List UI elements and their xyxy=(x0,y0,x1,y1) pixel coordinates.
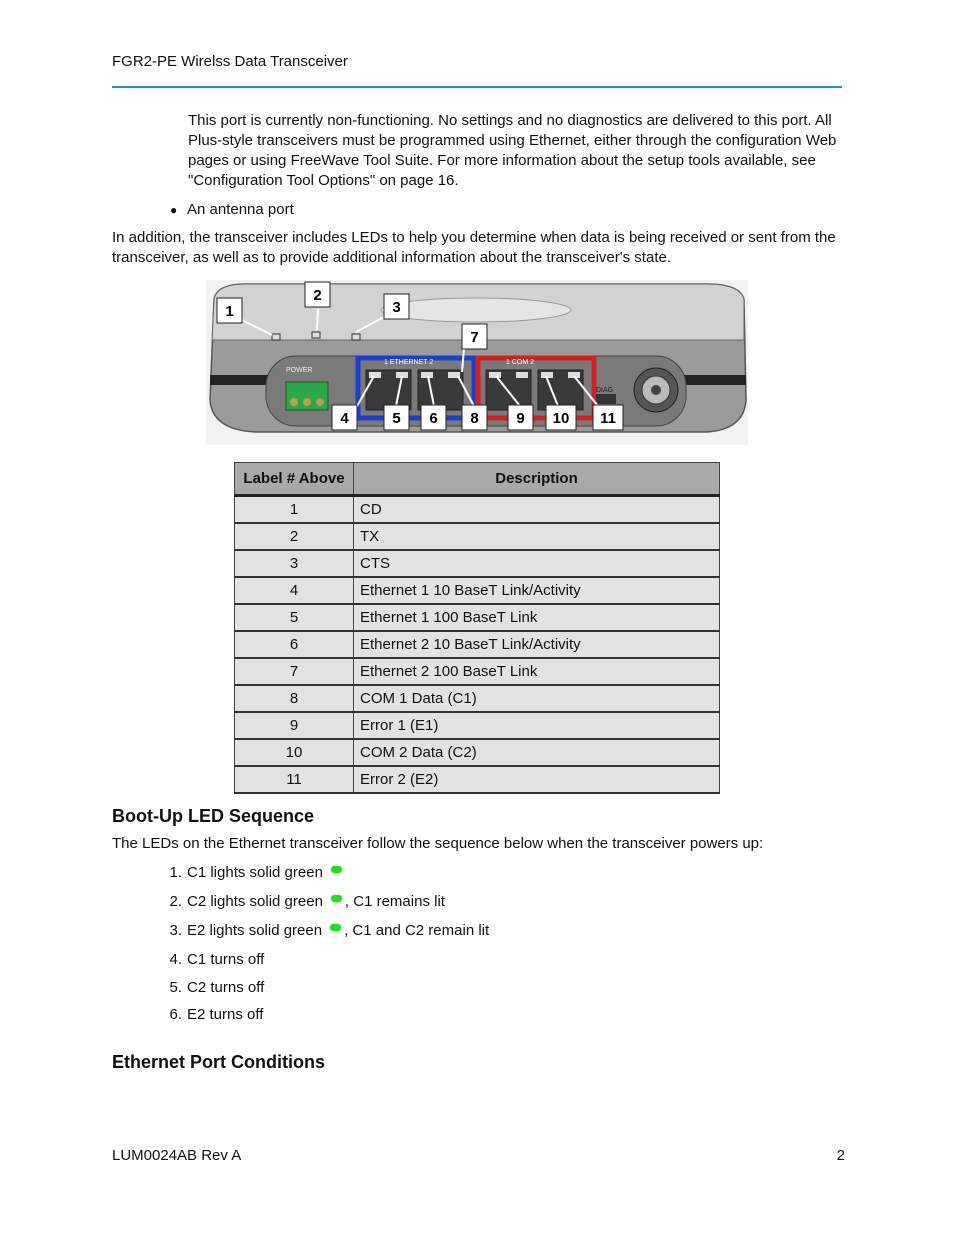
table-cell-description: Error 2 (E2) xyxy=(354,766,720,793)
table-cell-description: CD xyxy=(354,496,720,524)
table-cell-label: 2 xyxy=(235,523,354,550)
callout-1: 1 xyxy=(225,303,234,320)
callout-10: 10 xyxy=(552,410,570,427)
step-number: 1. xyxy=(169,864,182,881)
callout-4: 4 xyxy=(340,410,349,427)
table-row xyxy=(235,712,720,739)
step-text: C1 lights solid green xyxy=(187,864,323,881)
power-label: POWER xyxy=(286,367,313,374)
led-description-table xyxy=(234,462,720,794)
table-cell-description: Ethernet 1 100 BaseT Link xyxy=(354,604,720,631)
table-row xyxy=(235,496,720,524)
table-cell-description: Ethernet 1 10 BaseT Link/Activity xyxy=(354,577,720,604)
callout-2: 2 xyxy=(313,287,322,304)
led-intro-paragraph: In addition, the transceiver includes LEDs to help you determine when data is being received or sent from the transceiver, as well as to provide additional information about the transceiver's state. xyxy=(112,229,836,266)
table-cell-description: CTS xyxy=(354,550,720,577)
green-led-icon xyxy=(331,895,342,902)
step-text: C2 lights solid green xyxy=(187,893,323,910)
bullet-dot-icon: ● xyxy=(170,203,178,217)
callout-7: 7 xyxy=(470,329,479,346)
boot-sequence-heading: Boot-Up LED Sequence xyxy=(112,806,315,826)
footer-page-number: 2 xyxy=(836,1147,845,1164)
step-suffix: , C1 remains lit xyxy=(344,893,445,910)
step-text: C2 turns off xyxy=(187,979,265,996)
ethernet-conditions-heading: Ethernet Port Conditions xyxy=(112,1052,325,1072)
table-row xyxy=(235,523,720,550)
step-number: 3. xyxy=(169,922,182,939)
table-row xyxy=(235,550,720,577)
table-cell-description: Ethernet 2 100 BaseT Link xyxy=(354,658,720,685)
table-cell-label: 10 xyxy=(235,739,354,766)
table-cell-label: 8 xyxy=(235,685,354,712)
callout-6: 6 xyxy=(429,410,438,427)
table-row xyxy=(235,739,720,766)
com-port-label: 1 COM 2 xyxy=(506,359,535,366)
step-number: 4. xyxy=(169,951,182,968)
footer-doc-id: LUM0024AB Rev A xyxy=(112,1147,242,1164)
table-cell-description: Error 1 (E1) xyxy=(354,712,720,739)
callout-8: 8 xyxy=(470,410,479,427)
table-cell-label: 1 xyxy=(235,496,354,524)
step-number: 2. xyxy=(169,893,182,910)
table-cell-label: 4 xyxy=(235,577,354,604)
table-row xyxy=(235,685,720,712)
table-cell-label: 3 xyxy=(235,550,354,577)
transceiver-figure xyxy=(206,280,748,445)
step-number: 5. xyxy=(169,979,182,996)
callout-9: 9 xyxy=(516,410,525,427)
table-cell-description: Ethernet 2 10 BaseT Link/Activity xyxy=(354,631,720,658)
table-row xyxy=(235,631,720,658)
table-cell-label: 7 xyxy=(235,658,354,685)
table-cell-description: COM 1 Data (C1) xyxy=(354,685,720,712)
bullet-item-antenna xyxy=(170,200,294,220)
column-header-label: Label # Above xyxy=(235,463,354,496)
step-text: E2 turns off xyxy=(187,1006,264,1023)
table-row xyxy=(235,658,720,685)
green-led-icon xyxy=(330,924,341,931)
callout-11: 11 xyxy=(600,410,616,427)
boot-sequence-intro: The LEDs on the Ethernet transceiver follow the sequence below when the transceiver powers up: xyxy=(112,835,764,852)
callout-5: 5 xyxy=(392,410,401,427)
bullet-text: An antenna port xyxy=(187,201,294,218)
table-header-row xyxy=(235,463,720,496)
header-divider xyxy=(112,86,842,88)
step-suffix: , C1 and C2 remain lit xyxy=(344,922,490,939)
table-row xyxy=(235,604,720,631)
table-cell-description: TX xyxy=(354,523,720,550)
column-header-description: Description xyxy=(354,463,720,496)
table-cell-description: COM 2 Data (C2) xyxy=(354,739,720,766)
callout-3: 3 xyxy=(392,299,401,316)
table-cell-label: 6 xyxy=(235,631,354,658)
ethernet-port-label: 1 ETHERNET 2 xyxy=(384,359,434,366)
port-description-paragraph: This port is currently non-functioning. No settings and no diagnostics are delivered to this port. All Plus-style transceivers must be programmed using Ethernet, either through the configuration Web pages or using FreeWave Tool Suite. For more information about the setup tools available, see "Configuration Tool Options" on page 16. xyxy=(188,112,837,189)
diag-label: DIAG xyxy=(596,387,614,394)
table-cell-label: 5 xyxy=(235,604,354,631)
table-row xyxy=(235,577,720,604)
table-row xyxy=(235,766,720,793)
page-header-title: FGR2-PE Wirelss Data Transceiver xyxy=(112,53,348,70)
step-text: C1 turns off xyxy=(187,951,265,968)
step-number: 6. xyxy=(169,1006,182,1023)
step-text: E2 lights solid green xyxy=(187,922,323,939)
table-cell-label: 11 xyxy=(235,766,354,793)
table-cell-label: 9 xyxy=(235,712,354,739)
green-led-icon xyxy=(331,866,342,873)
